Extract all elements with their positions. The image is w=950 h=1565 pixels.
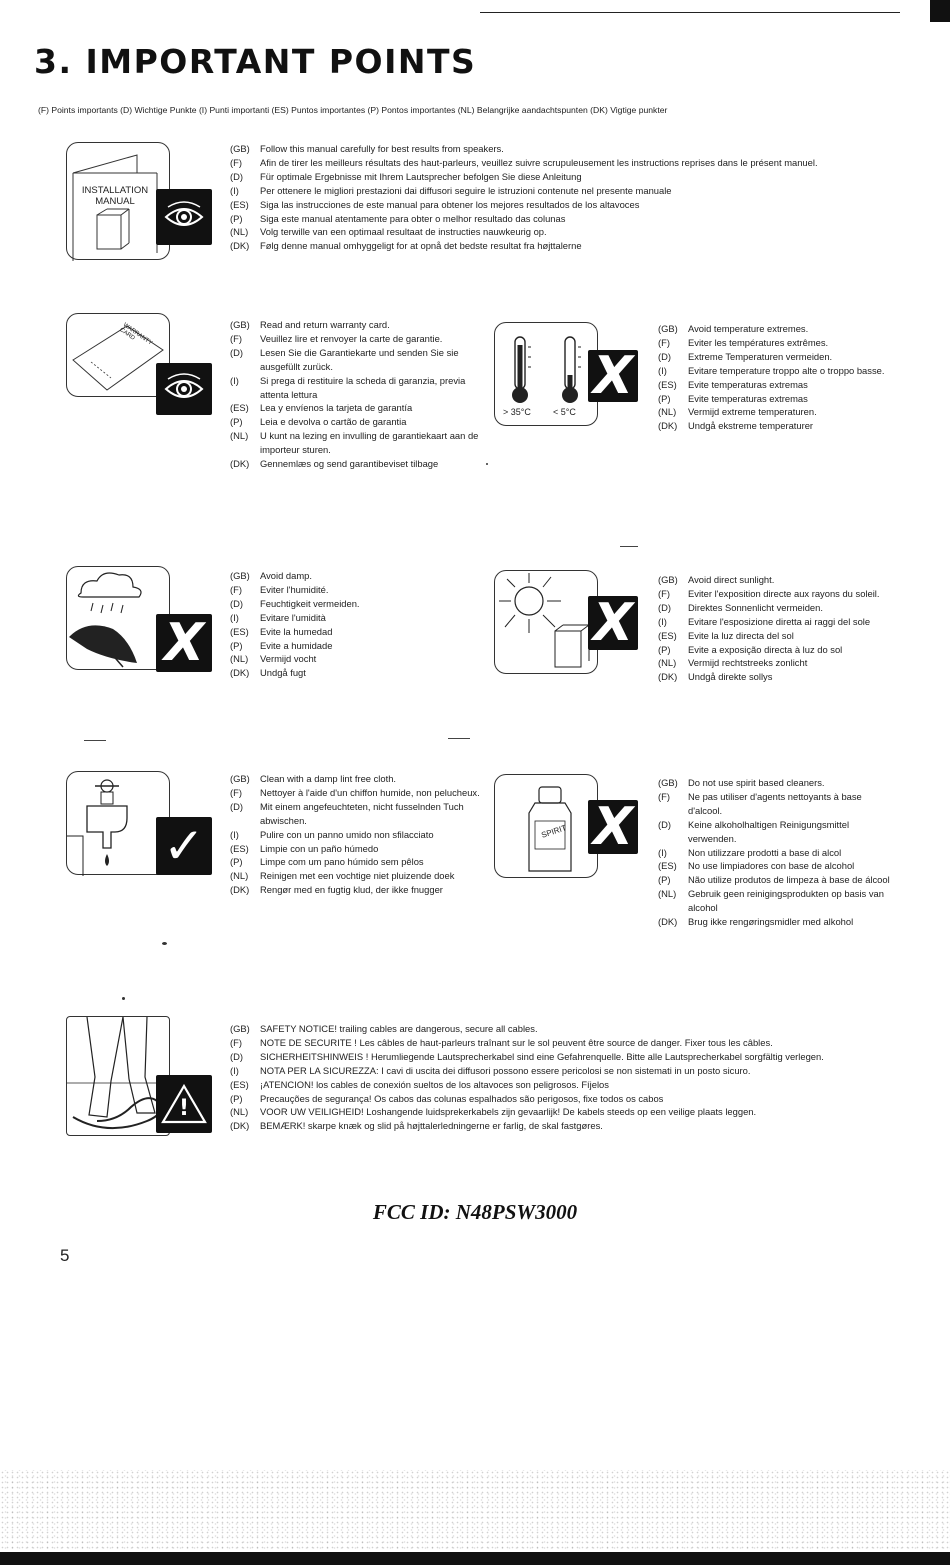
text-row: (D) Direktes Sonnenlicht vermeiden.	[658, 601, 823, 613]
text-row: (DK) Følg denne manual omhyggeligt for at opnå det bedste resultat fra højttalerne	[230, 240, 582, 252]
spirit-illustration	[494, 774, 598, 878]
text-row: (D) Lesen Sie die Garantiekarte und senden Sie sie ausgefüllt zurück.	[230, 346, 459, 372]
text-row: (I) NOTA PER LA SICUREZZA: I cavi di uscita dei diffusori possono essere pericolosi se non sistemati in un posto sicuro.	[230, 1064, 751, 1076]
text-row: (NL) Volg terwille van een optimaal resultaat de instructies nauwkeurig op.	[230, 226, 547, 238]
manual-label-line2: MANUAL	[95, 196, 135, 207]
scan-speck	[162, 942, 167, 945]
warranty-card-label: WARRANTY CARD	[118, 322, 154, 347]
text-row: (DK) Undgå direkte sollys	[658, 671, 773, 683]
text-row: (DK) Rengør med en fugtig klud, der ikke fnugger	[230, 884, 443, 896]
text-row: (GB) Avoid temperature extremes.	[658, 323, 809, 334]
fcc-id: FCC ID: N48PSW3000	[372, 1200, 578, 1224]
temperature-text	[658, 322, 898, 433]
text-row: (D) Extreme Temperaturen vermeiden.	[658, 350, 833, 362]
warning-exclamation: !	[178, 1096, 190, 1121]
forbidden-badge	[588, 593, 638, 653]
text-row: (P) Evite a humidade	[230, 639, 333, 651]
bottle-icon	[495, 775, 599, 879]
approved-badge	[156, 817, 212, 875]
text-row: (NL) VOOR UW VEILIGHEID! Loshangende luidsprekerkabels zijn gevaarlijk! De kabels steeds op een veilige plaats leggen.	[230, 1106, 757, 1118]
damp-illustration	[66, 566, 170, 670]
text-row: (DK) Undgå fugt	[230, 667, 306, 679]
warranty-text	[230, 318, 480, 471]
corner-mark	[930, 0, 950, 22]
text-row: (F) Veuillez lire et renvoyer la carte de garantie.	[230, 332, 443, 344]
text-row: (GB) Clean with a damp lint free cloth.	[230, 773, 397, 784]
scan-bottom-bar	[0, 1552, 950, 1565]
text-row: (F) Eviter l'humidité.	[230, 583, 329, 595]
cold-label: < 5°C	[553, 407, 576, 417]
text-row: (NL) Vermijd rechtstreeks zonlicht	[658, 657, 808, 669]
text-row: (P) Não utilize produtos de limpeza à base de álcool	[658, 874, 890, 886]
text-row: (ES) Siga las instrucciones de este manual para obtener los mejores resultados de los altavoces	[230, 198, 640, 210]
text-row: (I) Evitare l'umidità	[230, 611, 326, 623]
text-row: (D) Mit einem angefeuchteten, nicht fusselnden Tuch abwischen.	[230, 800, 464, 826]
text-row: (F) Nettoyer à l'aide d'un chiffon humide, non pelucheux.	[230, 786, 480, 798]
eye-badge	[156, 189, 212, 245]
text-row: (F) Eviter l'exposition directe aux rayons du soleil.	[658, 587, 880, 599]
language-list: (F) Points importants (D) Wichtige Punkte (I) Punti importanti (ES) Puntos importantes (P) Pontos importantes (NL) Belangrijke aandachtspunten (DK) Vigtige punkter	[38, 105, 668, 115]
text-row: (GB) Do not use spirit based cleaners.	[658, 777, 825, 788]
scan-noise	[0, 1470, 950, 1550]
text-row: (D) Keine alkoholhaltigen Reinigungsmittel verwenden.	[658, 818, 850, 844]
text-row: (P) Evite temperaturas extremas	[658, 392, 808, 404]
text-row: (ES) ¡ATENCION! los cables de conexión sueltos de los altavoces son peligrosos. Fíjelos	[230, 1078, 609, 1090]
page-title: 3. IMPORTANT POINTS	[34, 42, 477, 81]
forbidden-badge	[156, 614, 212, 672]
hot-label: > 35°C	[503, 407, 531, 417]
text-row: (P) Precauções de segurança! Os cabos das colunas espalhados são perigosos, fixe todos os cabos	[230, 1092, 664, 1104]
safety-text	[230, 1022, 880, 1133]
text-row: (F) Ne pas utiliser d'agents nettoyants à base d'alcool.	[658, 790, 862, 816]
text-row: (F) Afin de tirer les meilleurs résultats des haut-parleurs, veuillez suivre scrupuleusement les instructions reprises dans le présent manuel.	[230, 156, 818, 168]
scan-speck	[486, 463, 488, 465]
forbidden-icon: X	[592, 797, 634, 857]
forbidden-icon: X	[592, 346, 634, 406]
temperature-illustration	[494, 322, 598, 426]
text-row: (P) Evite a exposição directa à luz do sol	[658, 643, 843, 655]
damp-text	[230, 569, 480, 680]
text-row: (ES) Limpie con un paño húmedo	[230, 842, 379, 854]
checkmark-icon: ✓	[163, 817, 205, 875]
text-row: (GB) Read and return warranty card.	[230, 319, 390, 330]
text-row: (GB) Avoid damp.	[230, 570, 312, 581]
text-row: (DK) Brug ikke rengøringsmidler med alkohol	[658, 916, 854, 928]
forbidden-icon: X	[163, 613, 205, 673]
forbidden-badge	[588, 797, 638, 857]
text-row: (ES) Evite la humedad	[230, 625, 333, 637]
text-row: (I) Evitare l'esposizione diretta ai raggi del sole	[658, 615, 871, 627]
warning-badge	[156, 1075, 212, 1133]
text-row: (I) Pulire con un panno umido non sfilacciato	[230, 828, 434, 840]
text-row: (I) Non utilizzare prodotti a base di alcol	[658, 846, 842, 858]
text-row: (P) Siga este manual atentamente para obter o melhor resultado das colunas	[230, 212, 566, 224]
warranty-illustration	[66, 313, 170, 397]
manual-text	[230, 142, 890, 253]
safety-illustration	[66, 1016, 170, 1136]
bottle-label: SPIRIT	[540, 823, 568, 840]
text-row: (GB) Follow this manual carefully for best results from speakers.	[230, 143, 504, 154]
sun-icon	[495, 571, 599, 675]
text-row: (DK) Gennemlæs og send garantibeviset tilbage	[230, 458, 439, 470]
text-row: (GB) Avoid direct sunlight.	[658, 574, 775, 585]
text-row: (F) Eviter les températures extrêmes.	[658, 336, 829, 348]
sunlight-text	[658, 573, 898, 684]
forbidden-badge	[588, 346, 638, 406]
text-row: (F) NOTE DE SECURITE ! Les câbles de haut-parleurs traînant sur le sol peuvent être source de danger. Fixer tous les câbles.	[230, 1036, 773, 1048]
text-row: (D) SICHERHEITSHINWEIS ! Herumliegende Lautsprecherkabel sind eine Gefahrenquelle. Bitte alle Lautsprecherkabel sorgfältig verlegen.	[230, 1050, 824, 1062]
text-row: (I) Per ottenere le migliori prestazioni dai diffusori seguire le istruzioni contenute nel presente manuale	[230, 184, 672, 196]
text-row: (ES) Evite temperaturas extremas	[658, 378, 808, 390]
text-row: (NL) Vermijd extreme temperaturen.	[658, 406, 817, 418]
text-row: (D) Für optimale Ergebnisse mit Ihrem Lautsprecher befolgen Sie diese Anleitung	[230, 170, 582, 182]
eye-icon	[162, 369, 206, 409]
text-row: (ES) Evite la luz directa del sol	[658, 629, 794, 641]
text-row: (ES) No use limpiadores con base de alcohol	[658, 860, 855, 872]
text-row: (I) Evitare temperature troppo alte o troppo basse.	[658, 364, 885, 376]
forbidden-icon: X	[592, 593, 634, 653]
sunlight-illustration	[494, 570, 598, 674]
eye-icon	[162, 195, 206, 239]
scan-dash	[84, 740, 106, 741]
scan-speck	[122, 997, 125, 1000]
cleaning-illustration	[66, 771, 170, 875]
text-row: (NL) Vermijd vocht	[230, 653, 317, 665]
text-row: (NL) Reinigen met een vochtige niet pluizende doek	[230, 870, 455, 882]
text-row: (DK) BEMÆRK! skarpe knæk og slid på højttalerledningerne er farlig, de skal fastgøres.	[230, 1120, 603, 1132]
spirit-text	[658, 776, 898, 929]
cleaning-text	[230, 772, 480, 897]
text-row: (NL) U kunt na lezing en invulling de garantiekaart aan de importeur sturen.	[230, 430, 479, 456]
text-row: (ES) Lea y envíenos la tarjeta de garantía	[230, 402, 413, 414]
page-number: 5	[60, 1246, 70, 1265]
text-row: (GB) SAFETY NOTICE! trailing cables are dangerous, secure all cables.	[230, 1023, 538, 1034]
text-row: (DK) Undgå ekstreme temperaturer	[658, 420, 814, 432]
eye-badge	[156, 363, 212, 415]
text-row: (I) Si prega di restituire la scheda di garanzia, previa attenta lettura	[230, 374, 466, 400]
text-row: (P) Leia e devolva o cartão de garantia	[230, 416, 407, 428]
manual-illustration	[66, 142, 170, 260]
text-row: (D) Feuchtigkeit vermeiden.	[230, 597, 360, 609]
top-rule	[480, 12, 900, 13]
text-row: (NL) Gebruik geen reinigingsprodukten op basis van alcohol	[658, 888, 884, 914]
scan-dash	[448, 738, 470, 739]
manual-label-line1: INSTALLATION	[81, 185, 149, 196]
scan-dash	[620, 546, 638, 547]
text-row: (P) Limpe com um pano húmido sem pêlos	[230, 856, 424, 868]
